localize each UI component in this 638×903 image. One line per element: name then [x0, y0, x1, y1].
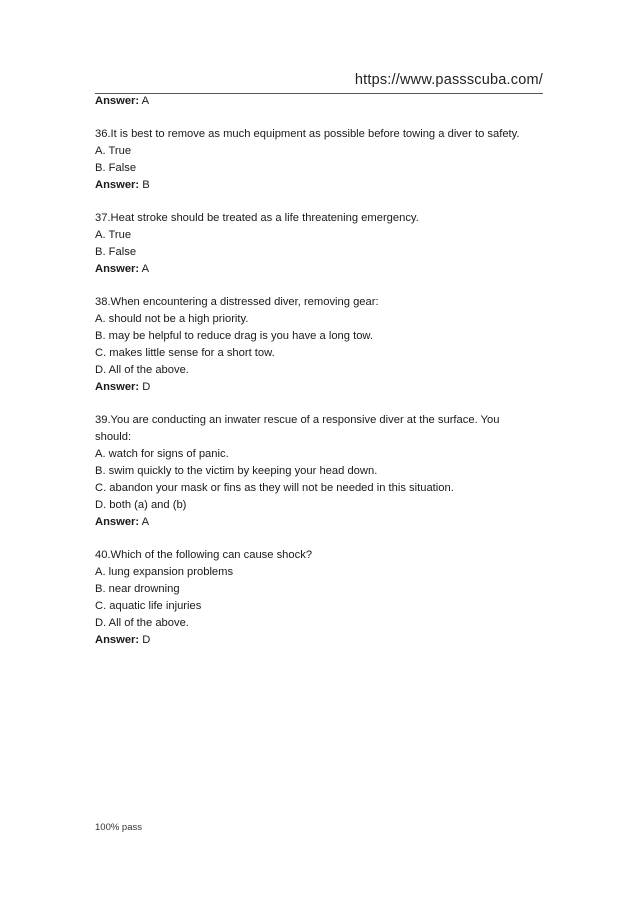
question-text: 40.Which of the following can cause shock?: [95, 549, 313, 561]
option: D. All of the above.: [95, 364, 189, 376]
question-block: [95, 126, 543, 194]
option: A. lung expansion problems: [95, 566, 234, 578]
answer-line: [95, 379, 543, 396]
question-text: 36.It is best to remove as much equipment as possible before towing a diver to safety.: [95, 128, 520, 140]
option: B. False: [95, 162, 137, 174]
option: C. aquatic life injuries: [95, 600, 202, 612]
question-block: [95, 210, 543, 278]
answer-label: Answer:: [95, 516, 140, 528]
page-header: [95, 72, 543, 94]
answer-label: Answer:: [95, 179, 140, 191]
answer-label: Answer:: [95, 381, 140, 393]
answer-value: D: [142, 381, 151, 393]
question-text: 37.Heat stroke should be treated as a life threatening emergency.: [95, 212, 419, 224]
option: C. makes little sense for a short tow.: [95, 347, 275, 359]
answer-value: A: [141, 516, 150, 528]
answer-line: [95, 177, 543, 194]
option: A. True: [95, 145, 132, 157]
answer-label: Answer:: [95, 263, 140, 275]
question-block: [95, 547, 543, 649]
answer-line: [95, 632, 543, 649]
document-body: [95, 93, 543, 649]
option: B. near drowning: [95, 583, 180, 595]
option: B. swim quickly to the victim by keeping your head down.: [95, 465, 378, 477]
answer-value: A: [141, 263, 150, 275]
option: B. False: [95, 246, 137, 258]
answer-value: D: [142, 634, 151, 646]
answer-value: A: [141, 95, 150, 107]
option: B. may be helpful to reduce drag is you have a long tow.: [95, 330, 373, 342]
option: C. abandon your mask or fins as they will not be needed in this situation.: [95, 482, 454, 494]
question-text: 39.You are conducting an inwater rescue of a responsive diver at the surface. You: [95, 414, 500, 426]
option: A. watch for signs of panic.: [95, 448, 229, 460]
page-footer: [95, 822, 142, 833]
option: A. True: [95, 229, 132, 241]
question-text: 38.When encountering a distressed diver, removing gear:: [95, 296, 379, 308]
option: D. All of the above.: [95, 617, 189, 629]
answer-label: Answer:: [95, 634, 140, 646]
answer-label: Answer:: [95, 95, 140, 107]
answer-line: [95, 514, 543, 531]
option: D. both (a) and (b): [95, 499, 187, 511]
answer-value: B: [142, 179, 150, 191]
option: A. should not be a high priority.: [95, 313, 249, 325]
footer-text: 100% pass: [95, 822, 143, 833]
question-block: [95, 412, 543, 531]
question-text: should:: [95, 431, 132, 443]
header-url: https://www.passscuba.com/: [354, 72, 543, 88]
question-block: [95, 294, 543, 396]
answer-line: [95, 261, 543, 278]
answer-line: [95, 93, 543, 110]
